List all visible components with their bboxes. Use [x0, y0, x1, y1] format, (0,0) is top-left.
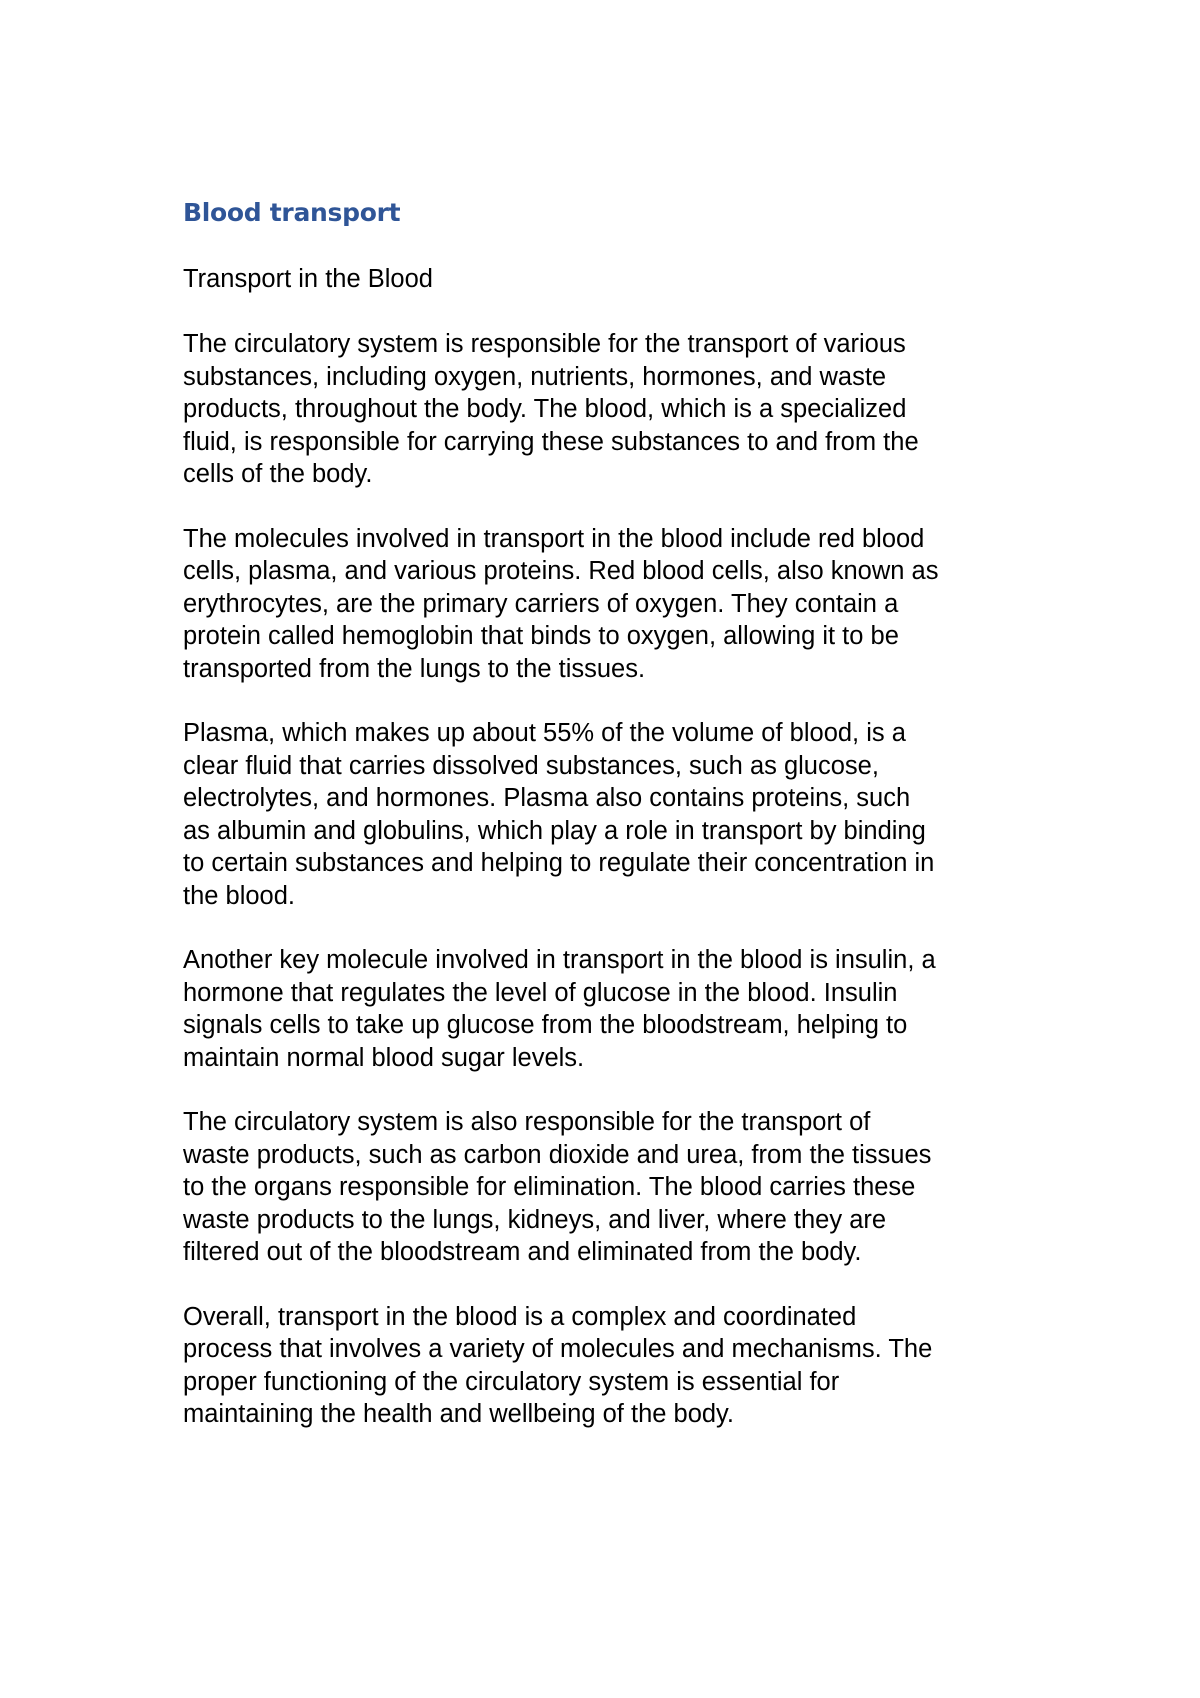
paragraph-line: transported from the lungs to the tissues. [183, 654, 646, 683]
paragraph-line: The molecules involved in transport in the blood include red blood [183, 524, 925, 553]
paragraph-line: proper functioning of the circulatory system is essential for [183, 1367, 840, 1396]
paragraph-line: waste products, such as carbon dioxide and urea, from the tissues [183, 1140, 932, 1169]
paragraph-line: maintain normal blood sugar levels. [183, 1043, 585, 1072]
paragraph-line: to certain substances and helping to regulate their concentration in [183, 849, 935, 877]
paragraph-line: erythrocytes, are the primary carriers of oxygen. They contain a [183, 589, 899, 618]
paragraph-1 [183, 328, 1043, 491]
paragraph-line: signals cells to take up glucose from the bloodstream, helping to [183, 1011, 908, 1039]
paragraph-line: hormone that regulates the level of glucose in the blood. Insulin [183, 978, 898, 1007]
document-heading: Blood transport [183, 198, 401, 227]
paragraph-line: the blood. [183, 881, 296, 910]
paragraph-line: to the organs responsible for elimination. The blood carries these [183, 1173, 916, 1201]
paragraph-line: fluid, is responsible for carrying these substances to and from the [183, 427, 919, 456]
paragraph-line: process that involves a variety of molecules and mechanisms. The [183, 1335, 933, 1363]
paragraph-line: protein called hemoglobin that binds to oxygen, allowing it to be [183, 622, 899, 650]
paragraph-line: waste products to the lungs, kidneys, and liver, where they are [183, 1205, 887, 1234]
paragraph-6 [183, 1301, 1043, 1431]
paragraph-5 [183, 1106, 1043, 1269]
paragraph-line: The circulatory system is also responsible for the transport of [183, 1108, 871, 1136]
paragraph-line: cells, plasma, and various proteins. Red blood cells, also known as [183, 557, 939, 585]
paragraph-line: The circulatory system is responsible for the transport of various [183, 330, 906, 358]
paragraph-line: Another key molecule involved in transport in the blood is insulin, a [183, 946, 936, 974]
document-subtitle: Transport in the Blood [183, 265, 433, 293]
paragraph-line: products, throughout the body. The blood, which is a specialized [183, 395, 907, 423]
paragraph-line: substances, including oxygen, nutrients, hormones, and waste [183, 362, 887, 391]
paragraph-line: Plasma, which makes up about 55% of the volume of blood, is a [183, 719, 906, 747]
paragraph-4 [183, 944, 1043, 1074]
paragraph-line: Overall, transport in the blood is a complex and coordinated [183, 1302, 857, 1331]
document-content [183, 196, 1043, 1463]
paragraph-line: clear fluid that carries dissolved substances, such as glucose, [183, 751, 879, 780]
paragraph-line: electrolytes, and hormones. Plasma also contains proteins, such [183, 784, 911, 812]
paragraph-2 [183, 523, 1043, 686]
paragraph-line: as albumin and globulins, which play a role in transport by binding [183, 816, 926, 845]
paragraph-line: maintaining the health and wellbeing of the body. [183, 1400, 735, 1428]
paragraph-line: cells of the body. [183, 460, 373, 488]
document-body [183, 328, 1043, 1431]
paragraph-line: filtered out of the bloodstream and eliminated from the body. [183, 1238, 862, 1266]
paragraph-3 [183, 717, 1043, 912]
